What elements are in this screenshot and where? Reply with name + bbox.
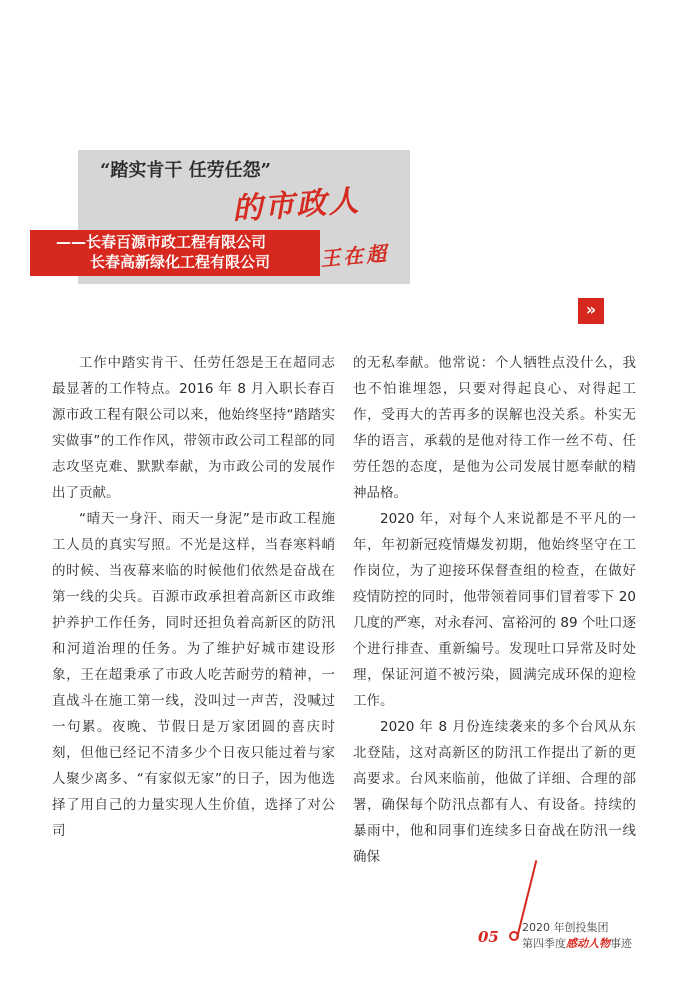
footer-line-1: 2020 年创投集团	[522, 921, 609, 934]
header-script-title: 的市政人	[231, 183, 362, 228]
double-chevron-right-icon: »	[578, 298, 604, 324]
footer-line-2-suffix: 事迹	[610, 937, 632, 950]
header-quote: “踏实肯干 任劳任怨”	[100, 160, 271, 181]
article-paragraph: 2020 年 8 月份连续袭来的多个台风从东北登陆，这对高新区的防汛工作提出了新的更高要求。台风来临前，他做了详细、合理的部署，确保每个防汛点都有人、有设备。持续的暴雨中，他和同事们连续多日奋战在防汛一线确保	[353, 719, 636, 865]
circle-dot-icon	[509, 931, 519, 941]
article-paragraph: “晴天一身汗、雨天一身泥”是市政工程施工人员的真实写照。不光是这样，当春寒料峭的时候、当夜幕来临的时候他们依然是奋战在第一线的尖兵。百源市政承担着高新区市政维护养护工作任务，同时还担负着高新区的防汛和河道治理的任务。为了维护好城市建设形象，王在超秉承了市政人吃苦耐劳的精神，一直战斗在施工第一线，没叫过一声苦，没喊过一句累。夜晚、节假日是万家团圆的喜庆时刻，但他已经记不清多少个日夜只能过着与家人聚少离多、“有家似无家”的日子，因为他选择了用自己的力量实现人生价值，选择了对公司	[52, 511, 335, 839]
article-paragraph: 的无私奉献。他常说：个人牺牲点没什么，我也不怕谁埋怨，只要对得起良心、对得起工作，受再大的苦再多的误解也没关系。朴实无华的语言，承载的是他对待工作一丝不苟、任劳任怨的态度，是他为公司发展甘愿奉献的精神品格。	[353, 355, 636, 501]
footer-line-2	[522, 936, 632, 952]
article-left-column	[52, 350, 335, 844]
footer-caption	[522, 920, 632, 952]
page-number: 05	[478, 928, 499, 946]
company-name-1: ——长春百源市政工程有限公司	[56, 233, 267, 251]
person-name: 王在超	[319, 241, 391, 271]
footer-line-2-prefix: 第四季度	[522, 937, 566, 950]
article-right-column	[353, 350, 636, 870]
footer-highlight: 感动人物	[566, 937, 610, 950]
company-name-2: 长春高新绿化工程有限公司	[90, 253, 271, 271]
article-paragraph: 工作中踏实肯干、任劳任怨是王在超同志最显著的工作特点。2016 年 8 月入职长春百源市政工程有限公司以来，他始终坚持“踏踏实实做事”的工作作风，带领市政公司工程部的同志攻坚克难、默默奉献，为市政公司的发展作出了贡献。	[52, 355, 335, 501]
article-paragraph: 2020 年，对每个人来说都是不平凡的一年，年初新冠疫情爆发初期，他始终坚守在工作岗位，为了迎接环保督查组的检查，在做好疫情防控的同时，他带领着同事们冒着零下 20 几度的严寒，对永春河、富裕河的 89 个吐口逐个进行排查、重新编号。发现吐口异常及时处理，保证河道不被污染，圆满完成环保的迎检工作。	[353, 511, 636, 709]
